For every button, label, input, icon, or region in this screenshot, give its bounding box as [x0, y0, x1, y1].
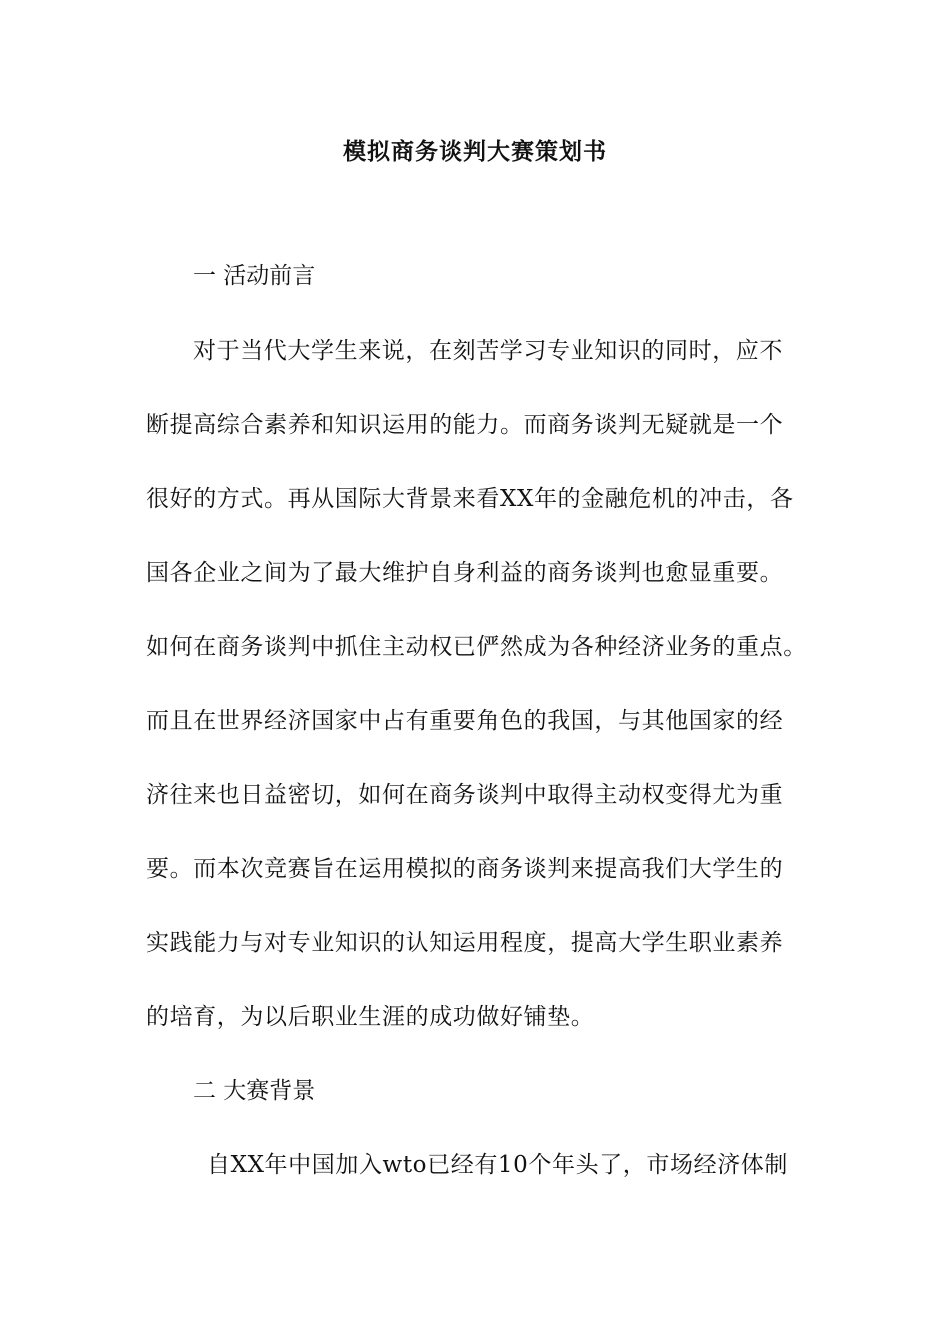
paragraph-line: 要。而本次竞赛旨在运用模拟的商务谈判来提高我们大学生的: [146, 856, 784, 882]
paragraph-line: 对于当代大学生来说，在刻苦学习专业知识的同时，应不: [193, 338, 783, 364]
paragraph-line: 很好的方式。再从国际大背景来看XX年的金融危机的冲击，各: [146, 486, 794, 512]
paragraph-line: 自XX年中国加入wto已经有10个年头了，市场经济体制: [207, 1152, 788, 1178]
paragraph-line: 如何在商务谈判中抓住主动权已俨然成为各种经济业务的重点。: [146, 634, 807, 660]
section-heading-preface: 一 活动前言: [193, 263, 316, 289]
paragraph-line: 的培育，为以后职业生涯的成功做好铺垫。: [146, 1004, 595, 1030]
section-heading-background: 二 大赛背景: [193, 1078, 316, 1104]
paragraph-line: 济往来也日益密切，如何在商务谈判中取得主动权变得尤为重: [146, 782, 784, 808]
paragraph-line: 实践能力与对专业知识的认知运用程度，提高大学生职业素养: [146, 930, 784, 956]
paragraph-line: 国各企业之间为了最大维护自身利益的商务谈判也愈显重要。: [146, 560, 784, 586]
document-title: 模拟商务谈判大赛策划书: [343, 138, 607, 165]
paragraph-line: 而且在世界经济国家中占有重要角色的我国，与其他国家的经: [146, 708, 784, 734]
paragraph-line: 断提高综合素养和知识运用的能力。而商务谈判无疑就是一个: [146, 412, 784, 438]
